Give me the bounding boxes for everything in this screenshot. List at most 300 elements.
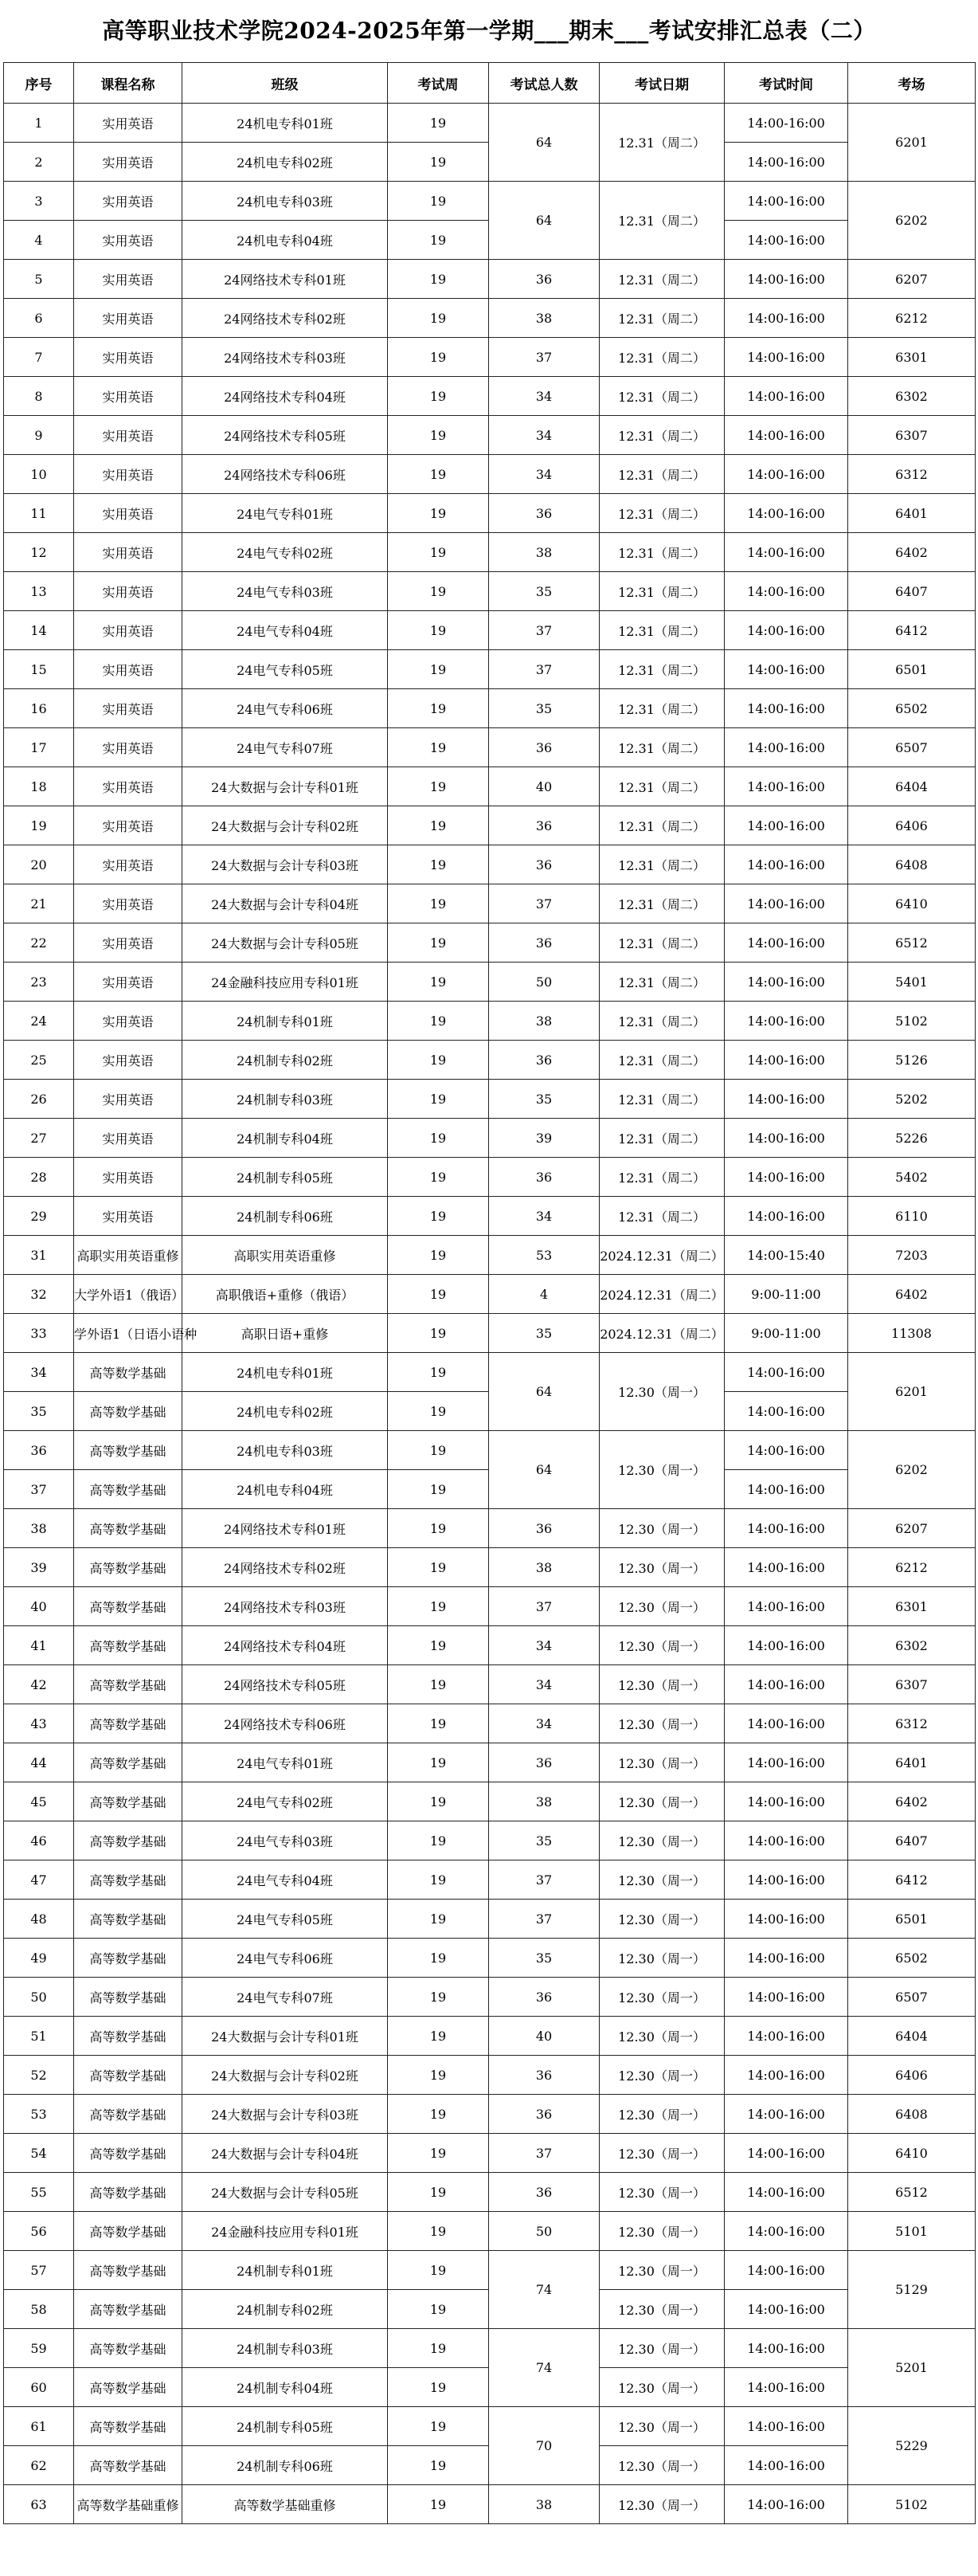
cell-course: 实用英语 [74, 650, 182, 689]
cell-date: 12.30（周一） [600, 1821, 725, 1860]
cell-count: 34 [489, 1704, 600, 1743]
cell-week: 19 [388, 533, 489, 572]
cell-date: 12.30（周一） [600, 1782, 725, 1821]
table-row [4, 104, 976, 143]
cell-date: 12.31（周二） [600, 260, 725, 299]
cell-course: 实用英语 [74, 1158, 182, 1197]
cell-course: 高等数学基础 [74, 2095, 182, 2134]
table-row [4, 533, 976, 572]
cell-class: 24大数据与会计专科01班 [182, 767, 388, 806]
cell-index: 44 [4, 1743, 74, 1782]
cell-time: 14:00-16:00 [725, 455, 848, 494]
cell-index: 37 [4, 1470, 74, 1509]
cell-course: 实用英语 [74, 416, 182, 455]
table-row [4, 2485, 976, 2524]
cell-course: 高等数学基础 [74, 2329, 182, 2368]
cell-week: 19 [388, 2251, 489, 2290]
cell-count: 38 [489, 1782, 600, 1821]
cell-course: 实用英语 [74, 689, 182, 728]
table-row [4, 494, 976, 533]
cell-count: 36 [489, 2056, 600, 2095]
cell-date: 12.30（周一） [600, 1548, 725, 1587]
cell-index: 36 [4, 1431, 74, 1470]
table-row [4, 2329, 976, 2368]
cell-week: 19 [388, 845, 489, 884]
cell-class: 24网络技术专科01班 [182, 1509, 388, 1548]
cell-time: 14:00-16:00 [725, 1197, 848, 1236]
cell-week: 19 [388, 1548, 489, 1587]
cell-time: 14:00-16:00 [725, 923, 848, 963]
cell-time: 14:00-16:00 [725, 1470, 848, 1509]
cell-class: 24网络技术专科03班 [182, 338, 388, 377]
cell-week: 19 [388, 1041, 489, 1080]
page-title: 高等职业技术学院2024-2025年第一学期___期末___考试安排汇总表（二） [102, 18, 876, 44]
cell-date: 12.30（周一） [600, 2407, 725, 2446]
cell-count: 35 [489, 1939, 600, 1978]
cell-time: 14:00-16:00 [725, 572, 848, 611]
cell-week: 19 [388, 1704, 489, 1743]
cell-room: 6507 [848, 728, 976, 767]
cell-week: 19 [388, 923, 489, 963]
cell-class: 24机电专科04班 [182, 1470, 388, 1509]
table-row [4, 884, 976, 923]
table-row [4, 455, 976, 494]
cell-week: 19 [388, 650, 489, 689]
cell-class: 24机制专科02班 [182, 1041, 388, 1080]
cell-date: 12.31（周二） [600, 299, 725, 338]
cell-index: 6 [4, 299, 74, 338]
cell-room: 6212 [848, 299, 976, 338]
cell-time: 14:00-16:00 [725, 1002, 848, 1041]
cell-room: 6408 [848, 2095, 976, 2134]
table-row [4, 1158, 976, 1197]
cell-week: 19 [388, 1275, 489, 1314]
cell-time: 14:00-16:00 [725, 611, 848, 650]
cell-time: 14:00-16:00 [725, 182, 848, 221]
cell-count: 36 [489, 1041, 600, 1080]
cell-room: 5202 [848, 1080, 976, 1119]
cell-count: 36 [489, 923, 600, 963]
cell-count: 64 [489, 182, 600, 260]
cell-time: 14:00-16:00 [725, 1548, 848, 1587]
cell-time: 14:00-16:00 [725, 104, 848, 143]
cell-count: 37 [489, 1860, 600, 1900]
cell-class: 24机制专科04班 [182, 2368, 388, 2407]
table-row [4, 1978, 976, 2017]
cell-time: 14:00-16:00 [725, 1041, 848, 1080]
cell-time: 14:00-16:00 [725, 2407, 848, 2446]
cell-date: 12.30（周一） [600, 1860, 725, 1900]
cell-class: 24金融科技应用专科01班 [182, 2212, 388, 2251]
cell-week: 19 [388, 1900, 489, 1939]
cell-course: 高等数学基础 [74, 1978, 182, 2017]
cell-index: 60 [4, 2368, 74, 2407]
cell-week: 19 [388, 1158, 489, 1197]
exam-schedule-table [3, 62, 976, 2524]
cell-time: 14:00-16:00 [725, 416, 848, 455]
cell-date: 12.30（周一） [600, 1665, 725, 1704]
cell-date: 12.30（周一） [600, 2329, 725, 2368]
cell-room: 6307 [848, 416, 976, 455]
cell-time: 14:00-16:00 [725, 2446, 848, 2485]
table-row [4, 377, 976, 416]
cell-time: 14:00-16:00 [725, 377, 848, 416]
cell-room: 6502 [848, 1939, 976, 1978]
cell-index: 46 [4, 1821, 74, 1860]
cell-class: 24机电专科03班 [182, 182, 388, 221]
cell-week: 19 [388, 104, 489, 143]
cell-index: 22 [4, 923, 74, 963]
cell-count: 34 [489, 455, 600, 494]
header-cell-class: 班级 [182, 63, 388, 104]
cell-course: 实用英语 [74, 338, 182, 377]
cell-count: 38 [489, 533, 600, 572]
cell-count: 37 [489, 884, 600, 923]
cell-index: 16 [4, 689, 74, 728]
cell-date: 12.30（周一） [600, 2134, 725, 2173]
cell-time: 14:00-16:00 [725, 2017, 848, 2056]
cell-week: 19 [388, 1314, 489, 1353]
cell-class: 高等数学基础重修 [182, 2485, 388, 2524]
cell-course: 大学外语1（俄语） [74, 1275, 182, 1314]
cell-course: 高等数学基础 [74, 1431, 182, 1470]
cell-course: 高等数学基础 [74, 1860, 182, 1900]
cell-index: 61 [4, 2407, 74, 2446]
cell-course: 实用英语 [74, 845, 182, 884]
cell-room: 6212 [848, 1548, 976, 1587]
table-row [4, 1197, 976, 1236]
cell-class: 24机制专科03班 [182, 2329, 388, 2368]
cell-date: 12.31（周二） [600, 1119, 725, 1158]
cell-count: 36 [489, 845, 600, 884]
cell-count: 50 [489, 963, 600, 1002]
header-cell-index: 序号 [4, 63, 74, 104]
cell-course: 高等数学基础 [74, 1392, 182, 1431]
cell-count: 40 [489, 2017, 600, 2056]
cell-class: 24电气专科07班 [182, 728, 388, 767]
cell-class: 24机制专科01班 [182, 2251, 388, 2290]
cell-class: 24大数据与会计专科01班 [182, 2017, 388, 2056]
cell-index: 52 [4, 2056, 74, 2095]
cell-course: 实用英语 [74, 884, 182, 923]
cell-index: 3 [4, 182, 74, 221]
table-row [4, 1939, 976, 1978]
cell-course: 高等数学基础 [74, 1821, 182, 1860]
cell-count: 36 [489, 806, 600, 845]
cell-week: 19 [388, 2134, 489, 2173]
cell-index: 15 [4, 650, 74, 689]
cell-date: 12.31（周二） [600, 689, 725, 728]
cell-count: 4 [489, 1275, 600, 1314]
cell-week: 19 [388, 1353, 489, 1392]
header-cell-course: 课程名称 [74, 63, 182, 104]
cell-week: 19 [388, 1626, 489, 1665]
cell-room: 6110 [848, 1197, 976, 1236]
cell-class: 24网络技术专科02班 [182, 1548, 388, 1587]
header-row [4, 63, 976, 104]
cell-course: 高等数学基础 [74, 2173, 182, 2212]
cell-course: 实用英语 [74, 923, 182, 963]
table-row [4, 689, 976, 728]
cell-class: 24金融科技应用专科01班 [182, 963, 388, 1002]
cell-index: 4 [4, 221, 74, 260]
cell-count: 34 [489, 1626, 600, 1665]
cell-date: 12.30（周一） [600, 1587, 725, 1626]
cell-course: 实用英语 [74, 1041, 182, 1080]
table-row [4, 806, 976, 845]
cell-week: 19 [388, 2329, 489, 2368]
cell-room: 6402 [848, 1275, 976, 1314]
table-row [4, 260, 976, 299]
cell-count: 37 [489, 338, 600, 377]
cell-course: 实用英语 [74, 221, 182, 260]
cell-room: 6201 [848, 104, 976, 182]
cell-count: 53 [489, 1236, 600, 1275]
cell-course: 实用英语 [74, 572, 182, 611]
cell-index: 18 [4, 767, 74, 806]
header-cell-date: 考试日期 [600, 63, 725, 104]
cell-class: 24机电专科01班 [182, 1353, 388, 1392]
cell-time: 14:00-16:00 [725, 650, 848, 689]
cell-class: 24电气专科03班 [182, 572, 388, 611]
cell-time: 9:00-11:00 [725, 1314, 848, 1353]
cell-room: 6207 [848, 260, 976, 299]
cell-class: 高职俄语+重修（俄语） [182, 1275, 388, 1314]
cell-week: 19 [388, 1236, 489, 1275]
cell-index: 38 [4, 1509, 74, 1548]
cell-index: 25 [4, 1041, 74, 1080]
cell-date: 12.31（周二） [600, 1158, 725, 1197]
cell-class: 24网络技术专科06班 [182, 455, 388, 494]
cell-room: 6202 [848, 1431, 976, 1509]
cell-room: 6412 [848, 1860, 976, 1900]
cell-time: 14:00-16:00 [725, 728, 848, 767]
cell-index: 34 [4, 1353, 74, 1392]
cell-room: 6401 [848, 1743, 976, 1782]
cell-time: 14:00-16:00 [725, 260, 848, 299]
header-cell-count: 考试总人数 [489, 63, 600, 104]
cell-time: 14:00-16:00 [725, 2095, 848, 2134]
cell-time: 14:00-16:00 [725, 221, 848, 260]
table-row [4, 1431, 976, 1470]
cell-date: 12.31（周二） [600, 182, 725, 260]
cell-course: 高等数学基础 [74, 1587, 182, 1626]
table-row [4, 1041, 976, 1080]
table-row [4, 728, 976, 767]
cell-week: 19 [388, 299, 489, 338]
table-row [4, 1900, 976, 1939]
cell-week: 19 [388, 338, 489, 377]
cell-time: 14:00-16:00 [725, 1587, 848, 1626]
cell-time: 14:00-16:00 [725, 1782, 848, 1821]
cell-index: 20 [4, 845, 74, 884]
cell-class: 24大数据与会计专科03班 [182, 845, 388, 884]
cell-course: 实用英语 [74, 299, 182, 338]
cell-index: 10 [4, 455, 74, 494]
cell-time: 14:00-16:00 [725, 299, 848, 338]
cell-class: 24电气专科02班 [182, 533, 388, 572]
cell-count: 37 [489, 650, 600, 689]
cell-time: 14:00-16:00 [725, 1743, 848, 1782]
cell-date: 12.30（周一） [600, 2251, 725, 2290]
cell-index: 9 [4, 416, 74, 455]
cell-count: 38 [489, 299, 600, 338]
cell-count: 36 [489, 260, 600, 299]
cell-week: 19 [388, 806, 489, 845]
cell-room: 6501 [848, 650, 976, 689]
cell-index: 29 [4, 1197, 74, 1236]
table-row [4, 2173, 976, 2212]
cell-time: 14:00-16:00 [725, 338, 848, 377]
cell-index: 12 [4, 533, 74, 572]
cell-course: 高等数学基础 [74, 1704, 182, 1743]
cell-room: 6407 [848, 572, 976, 611]
cell-date: 12.31（周二） [600, 416, 725, 455]
table-row [4, 1353, 976, 1392]
cell-class: 24网络技术专科02班 [182, 299, 388, 338]
cell-date: 12.31（周二） [600, 806, 725, 845]
cell-class: 24大数据与会计专科04班 [182, 884, 388, 923]
table-row [4, 845, 976, 884]
cell-count: 36 [489, 1509, 600, 1548]
cell-week: 19 [388, 2017, 489, 2056]
cell-class: 24机电专科02班 [182, 1392, 388, 1431]
cell-course: 高等数学基础 [74, 2212, 182, 2251]
cell-count: 35 [489, 1314, 600, 1353]
cell-index: 50 [4, 1978, 74, 2017]
cell-week: 19 [388, 884, 489, 923]
cell-course: 实用英语 [74, 767, 182, 806]
cell-date: 12.30（周一） [600, 2290, 725, 2329]
cell-course: 实用英语 [74, 806, 182, 845]
cell-index: 55 [4, 2173, 74, 2212]
cell-count: 36 [489, 1978, 600, 2017]
cell-index: 13 [4, 572, 74, 611]
cell-room: 6410 [848, 884, 976, 923]
cell-room: 6302 [848, 377, 976, 416]
cell-count: 64 [489, 1431, 600, 1509]
cell-date: 12.31（周二） [600, 845, 725, 884]
cell-room: 5201 [848, 2329, 976, 2407]
cell-class: 24机制专科06班 [182, 1197, 388, 1236]
cell-index: 31 [4, 1236, 74, 1275]
cell-time: 14:00-16:00 [725, 1665, 848, 1704]
cell-count: 34 [489, 1665, 600, 1704]
cell-class: 24机制专科03班 [182, 1080, 388, 1119]
cell-time: 14:00-16:00 [725, 1080, 848, 1119]
cell-index: 40 [4, 1587, 74, 1626]
cell-course: 实用英语 [74, 1080, 182, 1119]
cell-room: 6404 [848, 2017, 976, 2056]
table-row [4, 2017, 976, 2056]
cell-date: 12.31（周二） [600, 1197, 725, 1236]
cell-time: 14:00-15:40 [725, 1236, 848, 1275]
cell-index: 24 [4, 1002, 74, 1041]
cell-count: 50 [489, 2212, 600, 2251]
cell-time: 14:00-16:00 [725, 1939, 848, 1978]
cell-course: 高等数学基础 [74, 1470, 182, 1509]
cell-room: 6201 [848, 1353, 976, 1431]
cell-time: 14:00-16:00 [725, 2056, 848, 2095]
cell-class: 24电气专科06班 [182, 1939, 388, 1978]
table-row [4, 1626, 976, 1665]
cell-week: 19 [388, 1665, 489, 1704]
cell-count: 64 [489, 1353, 600, 1431]
cell-time: 14:00-16:00 [725, 2173, 848, 2212]
cell-date: 2024.12.31（周二） [600, 1236, 725, 1275]
table-row [4, 1704, 976, 1743]
cell-class: 24机电专科01班 [182, 104, 388, 143]
cell-class: 24机制专科05班 [182, 1158, 388, 1197]
cell-week: 19 [388, 572, 489, 611]
cell-time: 14:00-16:00 [725, 806, 848, 845]
cell-week: 19 [388, 1197, 489, 1236]
cell-index: 2 [4, 143, 74, 182]
cell-count: 34 [489, 1197, 600, 1236]
cell-time: 14:00-16:00 [725, 1626, 848, 1665]
cell-week: 19 [388, 1782, 489, 1821]
cell-week: 19 [388, 455, 489, 494]
cell-week: 19 [388, 1470, 489, 1509]
cell-date: 12.30（周一） [600, 1743, 725, 1782]
cell-room: 6404 [848, 767, 976, 806]
cell-room: 6410 [848, 2134, 976, 2173]
cell-room: 5402 [848, 1158, 976, 1197]
cell-course: 实用英语 [74, 143, 182, 182]
cell-week: 19 [388, 1978, 489, 2017]
cell-time: 14:00-16:00 [725, 1704, 848, 1743]
cell-count: 36 [489, 1158, 600, 1197]
cell-date: 12.30（周一） [600, 1978, 725, 2017]
cell-date: 12.31（周二） [600, 377, 725, 416]
table-row [4, 1509, 976, 1548]
cell-class: 24电气专科01班 [182, 494, 388, 533]
cell-week: 19 [388, 1587, 489, 1626]
cell-index: 43 [4, 1704, 74, 1743]
cell-time: 14:00-16:00 [725, 1119, 848, 1158]
cell-count: 38 [489, 2485, 600, 2524]
cell-course: 高等数学基础 [74, 1743, 182, 1782]
cell-time: 14:00-16:00 [725, 2290, 848, 2329]
cell-index: 28 [4, 1158, 74, 1197]
cell-course: 高等数学基础 [74, 2368, 182, 2407]
cell-index: 53 [4, 2095, 74, 2134]
cell-count: 37 [489, 611, 600, 650]
cell-course: 实用英语 [74, 260, 182, 299]
cell-course: 高等数学基础 [74, 1509, 182, 1548]
table-row [4, 1860, 976, 1900]
cell-room: 6302 [848, 1626, 976, 1665]
cell-date: 12.30（周一） [600, 1431, 725, 1509]
cell-date: 12.31（周二） [600, 650, 725, 689]
cell-course: 实用英语 [74, 377, 182, 416]
cell-room: 6402 [848, 533, 976, 572]
cell-time: 14:00-16:00 [725, 963, 848, 1002]
table-row [4, 182, 976, 221]
cell-room: 6301 [848, 1587, 976, 1626]
cell-count: 36 [489, 1743, 600, 1782]
cell-room: 6502 [848, 689, 976, 728]
table-row [4, 1119, 976, 1158]
cell-count: 35 [489, 572, 600, 611]
cell-course: 高等数学基础 [74, 1665, 182, 1704]
cell-date: 12.31（周二） [600, 963, 725, 1002]
cell-date: 12.31（周二） [600, 1080, 725, 1119]
cell-date: 12.30（周一） [600, 2446, 725, 2485]
table-row [4, 2407, 976, 2446]
cell-time: 14:00-16:00 [725, 2212, 848, 2251]
cell-room: 5229 [848, 2407, 976, 2485]
